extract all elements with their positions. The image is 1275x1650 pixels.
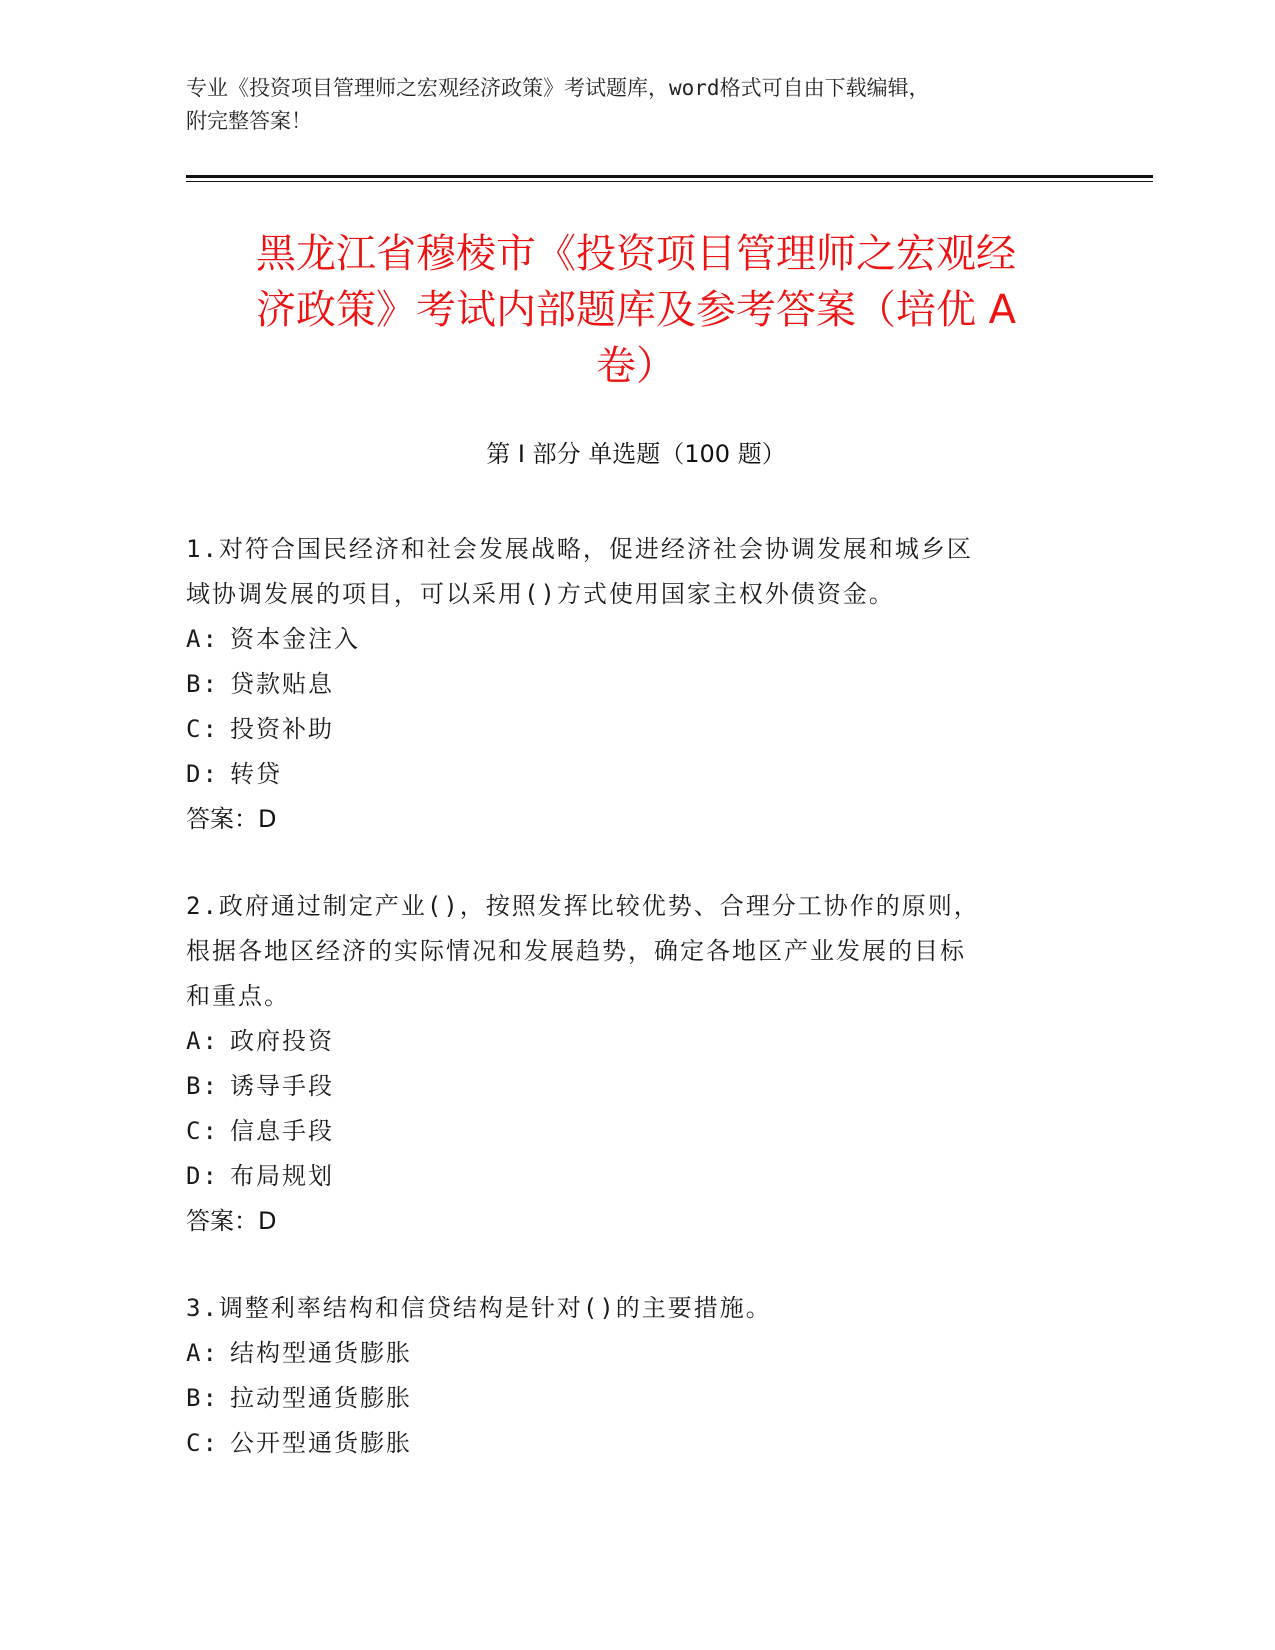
option-text: 转贷	[230, 760, 282, 788]
answer-line: 答案：D	[186, 805, 277, 833]
title-line: 黑龙江省穆棱市《投资项目管理师之宏观经	[256, 231, 1016, 277]
header-note-line: 附完整答案！	[186, 109, 312, 133]
option-b	[186, 1376, 1086, 1421]
title-line: 济政策》考试内部题库及参考答案（培优 A	[255, 287, 1017, 333]
header-divider-thick	[186, 175, 1153, 178]
option-key: A:	[186, 625, 219, 653]
option-key: B:	[186, 1384, 219, 1412]
option-a	[186, 1019, 1086, 1064]
option-key: B:	[186, 670, 219, 698]
question-stem: 和重点。	[186, 982, 290, 1010]
option-text: 诱导手段	[230, 1072, 334, 1100]
title-line: 卷）	[596, 343, 676, 389]
option-key: A:	[186, 1339, 219, 1367]
option-d	[186, 752, 1086, 797]
option-key: D:	[186, 1162, 219, 1190]
option-d	[186, 1154, 1086, 1199]
question-list	[186, 527, 1086, 1508]
option-key: C:	[186, 1429, 219, 1457]
option-text: 结构型通货膨胀	[230, 1339, 412, 1367]
option-c	[186, 707, 1086, 752]
option-text: 贷款贴息	[230, 670, 334, 698]
section-title: 第 I 部分 单选题（100 题）	[486, 440, 786, 468]
question-stem: 1.对符合国民经济和社会发展战略，促进经济社会协调发展和城乡区	[186, 535, 973, 563]
option-b	[186, 662, 1086, 707]
option-c	[186, 1109, 1086, 1154]
question-3	[186, 1286, 1086, 1466]
question-stem: 3.调整利率结构和信贷结构是针对()的主要措施。	[186, 1294, 772, 1322]
question-1	[186, 527, 1086, 842]
option-c	[186, 1421, 1086, 1466]
option-key: C:	[186, 715, 219, 743]
question-stem: 根据各地区经济的实际情况和发展趋势，确定各地区产业发展的目标	[186, 937, 966, 965]
option-key: C:	[186, 1117, 219, 1145]
question-stem: 2.政府通过制定产业()，按照发挥比较优势、合理分工协作的原则，	[186, 892, 980, 920]
question-stem: 域协调发展的项目，可以采用()方式使用国家主权外债资金。	[186, 580, 895, 608]
option-text: 政府投资	[230, 1027, 334, 1055]
answer-line: 答案：D	[186, 1207, 277, 1235]
option-text: 公开型通货膨胀	[230, 1429, 412, 1457]
option-text: 投资补助	[230, 715, 334, 743]
option-text: 信息手段	[230, 1117, 334, 1145]
option-text: 布局规划	[230, 1162, 334, 1190]
option-key: A:	[186, 1027, 219, 1055]
option-a	[186, 1331, 1086, 1376]
option-text: 资本金注入	[230, 625, 360, 653]
option-a	[186, 617, 1086, 662]
option-b	[186, 1064, 1086, 1109]
question-2	[186, 884, 1086, 1244]
option-text: 拉动型通货膨胀	[230, 1384, 412, 1412]
header-note	[186, 72, 1086, 138]
header-divider-thin	[186, 181, 1153, 182]
header-note-line: 专业《投资项目管理师之宏观经济政策》考试题库，word格式可自由下载编辑，	[186, 76, 930, 100]
document-title	[186, 226, 1086, 394]
option-key: B:	[186, 1072, 219, 1100]
option-key: D:	[186, 760, 219, 788]
